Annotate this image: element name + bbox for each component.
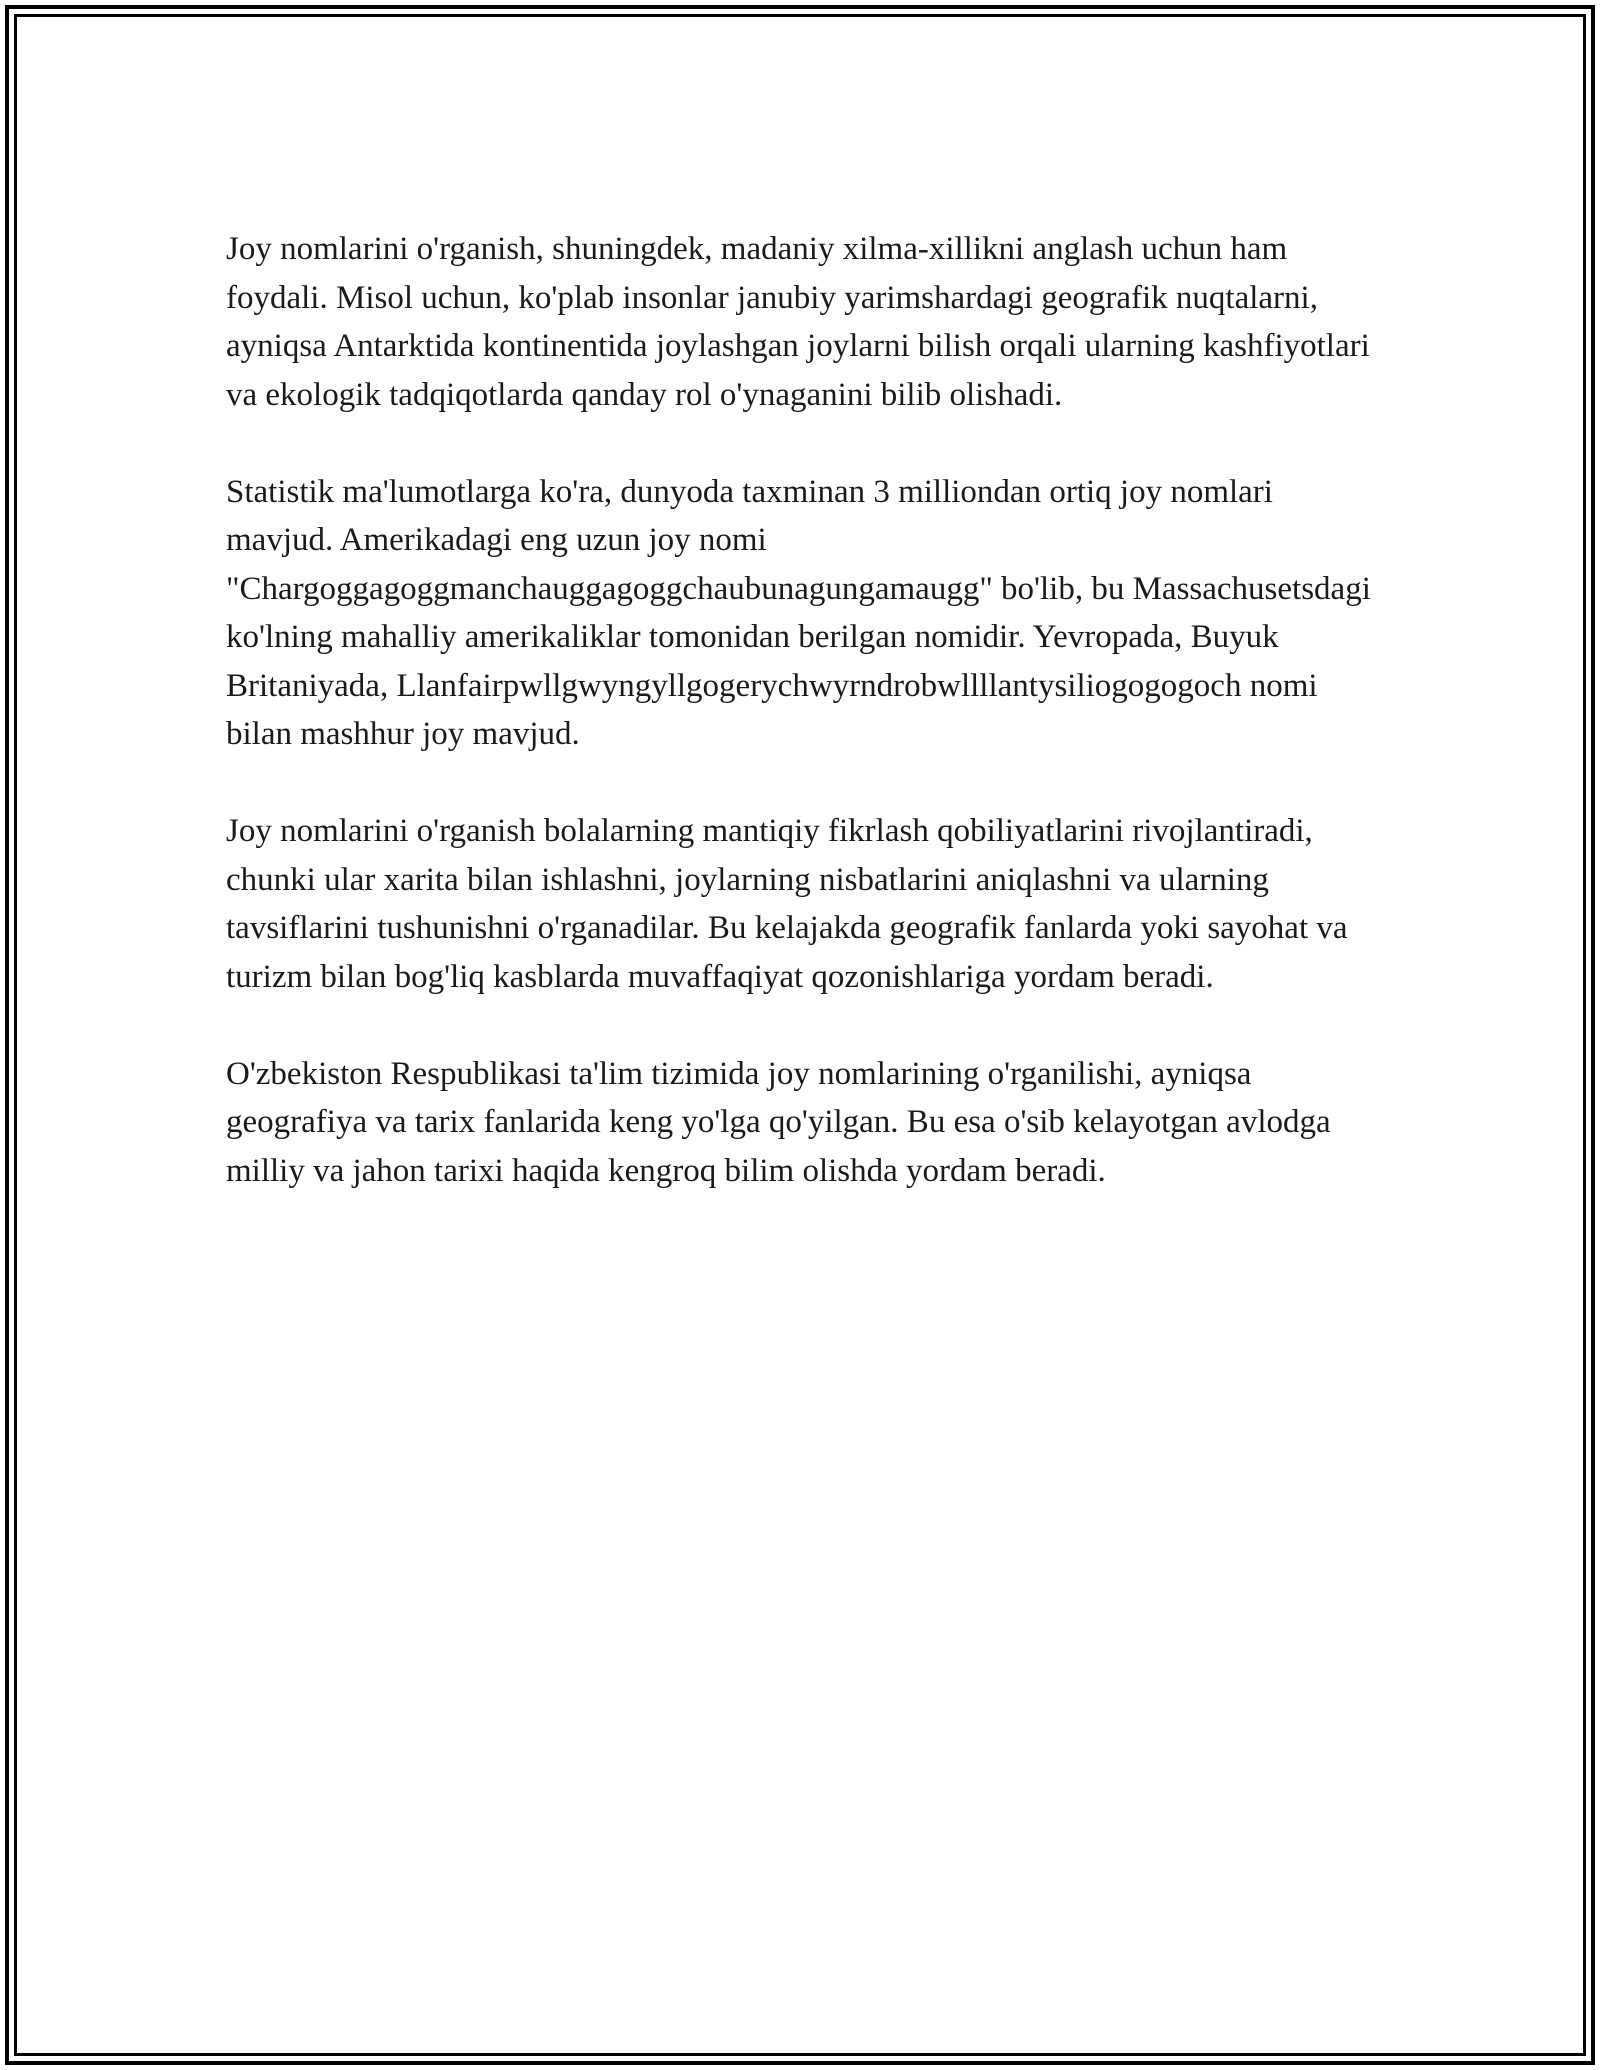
paragraph-place-names-cultural-diversity: Joy nomlarini o'rganish, shuningdek, madaniy xilma-xillikni anglash uchun ham foydali. Misol uchun, ko'plab insonlar janubiy yarimshardagi geografik nuqtalarni, ayniqsa Antarktida kontinentida joylashgan joylarni bilish orqali ularning kashfiyotlari va ekologik tadqiqotlarda qanday rol o'ynaganini bilib olishadi. xyxy=(226,231,1370,413)
paragraph-uzbekistan-education: O'zbekiston Respublikasi ta'lim tizimida joy nomlarining o'rganilishi, ayniqsa geografiya va tarix fanlarida keng yo'lga qo'yilgan. Bu esa o'sib kelayotgan avlodga milliy va jahon tarixi haqida kengroq bilim olishda yordam beradi. xyxy=(226,1055,1331,1189)
document-body xyxy=(226,225,1376,1244)
paragraph-logical-thinking: Joy nomlarini o'rganish bolalarning mantiqiy fikrlash qobiliyatlarini rivojlantiradi, chunki ular xarita bilan ishlashni, joylarning nisbatlarini aniqlashni va ularning tavsiflarini tushunishni o'rganadilar. Bu kelajakda geografik fanlarda yoki sayohat va turizm bilan bog'liq kasblarda muvaffaqiyat qozonishlariga yordam beradi. xyxy=(226,813,1348,995)
paragraph-place-name-statistics: Statistik ma'lumotlarga ko'ra, dunyoda taxminan 3 milliondan ortiq joy nomlari mavjud. Amerikadagi eng uzun joy nomi "Chargoggagoggmanchauggagoggchaubunagungamaugg" bo'lib, bu Massachusetsdagi ko'lning mahalliy amerikaliklar tomonidan berilgan nomidir. Yevropada, Buyuk Britaniyada, Llanfairpwllgwyngyllgogerychwyrndrobwllllantysiliogogogoch nomi bilan mashhur joy mavjud. xyxy=(226,473,1371,752)
